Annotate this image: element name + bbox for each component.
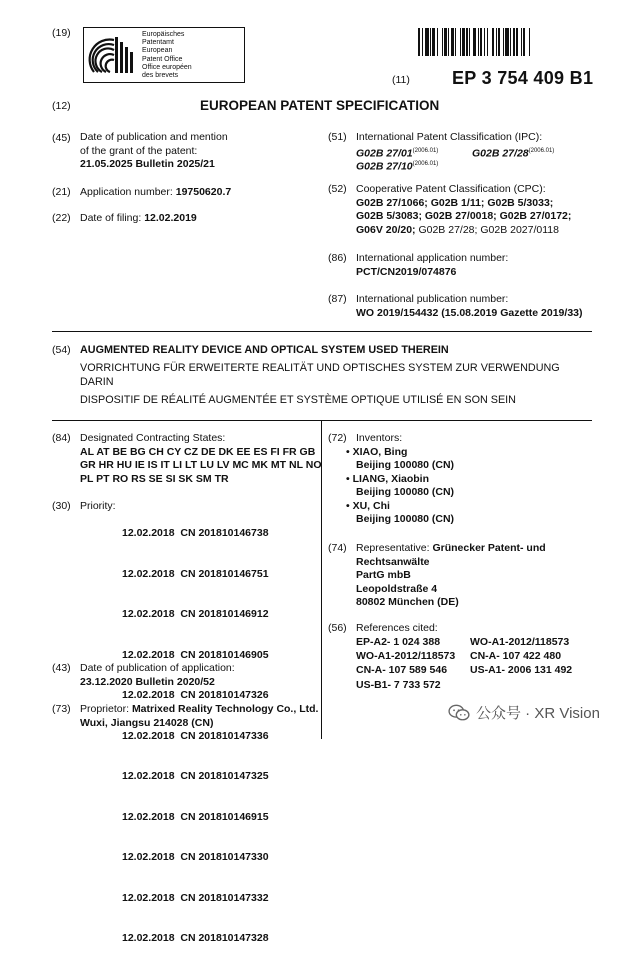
intl-application-value: PCT/CN2019/074876: [356, 265, 457, 278]
field-label: Date of filing:: [80, 212, 145, 224]
references-col-1: [356, 635, 455, 692]
inid-code-52: (52): [328, 183, 347, 195]
title-german: DARIN: [80, 376, 114, 388]
office-line: des brevets: [142, 72, 179, 80]
proprietor-field: [80, 703, 318, 730]
ipc-version: (2006.01): [412, 161, 439, 167]
ipc-version: (2006.01): [528, 147, 555, 154]
inid-code-22: (22): [52, 212, 71, 224]
inid-code-19: (19): [52, 27, 71, 39]
cpc-line: G02B 27/1066; G02B 1/11; G02B 5/3033;: [356, 196, 554, 209]
application-publication-field: [80, 662, 235, 689]
application-number-value: 19750620.7: [175, 186, 232, 198]
representative-line: Rechtsanwälte: [356, 555, 430, 568]
reference-item: WO-A1-2012/118573: [356, 650, 456, 663]
field-label: Date of publication and mention: [80, 131, 228, 143]
application-publication-value: 23.12.2020 Bulletin 2020/52: [80, 675, 215, 688]
inid-code-51: (51): [328, 131, 347, 143]
priority-item: 12.02.2018 CN 201810147325: [122, 770, 269, 782]
divider: [52, 331, 592, 332]
priority-item: 12.02.2018 CN 201810147332: [122, 891, 269, 904]
title-french: DISPOSITIF DE RÉALITÉ AUGMENTÉE ET SYSTÈME OPTIQUE UTILISÉ EN SON SEIN: [80, 394, 516, 406]
states-line: AL AT BE BG CH CY CZ DE DK EE ES FI FR GB: [80, 445, 316, 458]
inid-code-73: (73): [52, 703, 71, 715]
cpc-line: G06V 20/20;: [356, 223, 416, 236]
inventor-address: Beijing 100080 (CN): [356, 459, 455, 471]
field-label: Application number:: [80, 186, 176, 198]
office-line: European: [142, 47, 173, 55]
field-label: International Patent Classification (IPC):: [356, 131, 543, 143]
filing-date-field: [80, 212, 197, 226]
invention-titles: [80, 343, 560, 407]
field-label: Designated Contracting States:: [80, 432, 226, 444]
application-number-field: [80, 186, 231, 200]
priority-item: 12.02.2018 CN 201810147330: [122, 851, 269, 863]
grant-date-field: [80, 131, 228, 172]
office-line: Patentamt: [142, 39, 174, 47]
inventor-name: XIAO, Bing: [352, 445, 408, 458]
references-label: References cited:: [356, 622, 438, 634]
office-name: [142, 31, 192, 80]
reference-item: US-B1- 7 733 572: [356, 678, 441, 691]
inid-code-21: (21): [52, 186, 71, 198]
references-col-2: [470, 635, 572, 678]
grant-date-value: 21.05.2025 Bulletin 2025/21: [80, 158, 215, 170]
inventor-name: LIANG, Xiaobin: [352, 472, 430, 485]
inventor-address: Beijing 100080 (CN): [356, 486, 455, 498]
watermark-text: 公众号 · XR Vision: [476, 705, 600, 722]
priority-item: 12.02.2018 CN 201810146905: [122, 648, 269, 661]
inventor-address: Beijing 100080 (CN): [356, 513, 455, 525]
representative-line: PartG mbB: [356, 569, 411, 581]
ipc-class: G02B 27/28: [472, 147, 529, 159]
contracting-states-field: [80, 432, 322, 486]
field-label: Inventors:: [356, 432, 403, 444]
representative-field: [356, 542, 546, 610]
title-english: AUGMENTED REALITY DEVICE AND OPTICAL SYSTEM USED THEREIN: [80, 344, 449, 356]
field-label: Cooperative Patent Classification (CPC):: [356, 183, 546, 195]
inid-code-56: (56): [328, 622, 347, 634]
reference-item: CN-A- 107 589 546: [356, 664, 448, 677]
office-line: Europäisches: [142, 31, 185, 38]
reference-item: WO-A1-2012/118573: [470, 636, 570, 648]
office-line: Office européen: [142, 63, 192, 71]
ipc-field: [356, 131, 596, 174]
field-label: of the grant of the patent:: [80, 144, 198, 157]
priority-item: 12.02.2018 CN 201810147336: [122, 729, 269, 742]
priority-item: 12.02.2018 CN 201810146912: [122, 608, 269, 620]
field-label: Date of publication of application:: [80, 662, 235, 674]
title-german: VORRICHTUNG FÜR ERWEITERTE REALITÄT UND OPTISCHES SYSTEM ZUR VERWENDUNG: [80, 362, 560, 374]
priority-item: 12.02.2018 CN 201810147326: [122, 689, 269, 701]
reference-item: EP-A2- 1 024 388: [356, 636, 441, 648]
ipc-class: G02B 27/10: [356, 160, 413, 173]
reference-item: CN-A- 107 422 480: [470, 650, 562, 663]
inid-code-87: (87): [328, 293, 347, 305]
inventor-item: • XU, Chi: [346, 499, 390, 512]
inid-code-72: (72): [328, 432, 347, 444]
inid-code-74: (74): [328, 542, 347, 554]
inventor-item: • XIAO, Bing: [346, 445, 408, 458]
cpc-line: G02B 5/3083; G02B 27/0018; G02B 27/0172;: [356, 210, 572, 222]
watermark: [448, 702, 600, 723]
representative-line: 80802 München (DE): [356, 596, 459, 608]
field-label: Representative:: [356, 542, 433, 554]
states-line: PL PT RO RS SE SI SK SM TR: [80, 472, 229, 485]
priority-item: 12.02.2018 CN 201810147328: [122, 932, 269, 944]
wechat-icon: [448, 704, 470, 722]
intl-publication-field: [356, 293, 583, 320]
office-line: Patent Office: [142, 55, 183, 63]
inid-code-54: (54): [52, 344, 71, 356]
inid-code-30: (30): [52, 500, 71, 512]
barcode-bar: [530, 28, 531, 56]
inventor-name: XU, Chi: [352, 499, 390, 512]
representative-line: Grünecker Patent- und: [432, 542, 546, 554]
intl-publication-value: WO 2019/154432 (15.08.2019 Gazette 2019/33): [356, 306, 583, 319]
inid-code-86: (86): [328, 252, 347, 264]
field-label: International publication number:: [356, 293, 509, 305]
publication-number: EP 3 754 409 B1: [452, 68, 594, 88]
states-line: GR HR HU IE IS IT LI LT LU LV MC MK MT NL NO: [80, 459, 322, 471]
inid-code-12: (12): [52, 100, 71, 112]
representative-line: Leopoldstraße 4: [356, 582, 438, 595]
priority-label: Priority:: [80, 500, 116, 512]
document-type: EUROPEAN PATENT SPECIFICATION: [200, 98, 440, 113]
proprietor-address: Wuxi, Jiangsu 214028 (CN): [80, 716, 214, 729]
cpc-line: G02B 27/28; G02B 2027/0118: [415, 223, 559, 236]
proprietor-name: Matrixed Reality Technology Co., Ltd.: [131, 703, 319, 715]
cpc-field: [356, 183, 596, 237]
priority-item: 12.02.2018 CN 201810146738: [122, 527, 269, 539]
divider: [52, 420, 592, 421]
field-label: International application number:: [356, 252, 509, 264]
inid-code-84: (84): [52, 432, 71, 444]
field-label: Proprietor:: [80, 703, 132, 715]
inventor-item: • LIANG, Xiaobin: [346, 472, 430, 485]
inid-code-11: (11): [392, 74, 410, 86]
ipc-class: G02B 27/01: [356, 147, 413, 159]
inid-code-45: (45): [52, 132, 71, 144]
inventors-field: [346, 432, 455, 527]
epo-logo: [83, 27, 245, 83]
priority-item: 12.02.2018 CN 201810146751: [122, 567, 269, 580]
filing-date-value: 12.02.2019: [144, 212, 197, 224]
reference-item: US-A1- 2006 131 492: [470, 664, 573, 677]
priority-item: 12.02.2018 CN 201810146915: [122, 810, 269, 823]
ipc-version: (2006.01): [412, 147, 439, 154]
inid-code-43: (43): [52, 662, 71, 674]
barcode: [418, 28, 588, 56]
epo-emblem-icon: [88, 32, 136, 78]
intl-application-field: [356, 252, 508, 279]
